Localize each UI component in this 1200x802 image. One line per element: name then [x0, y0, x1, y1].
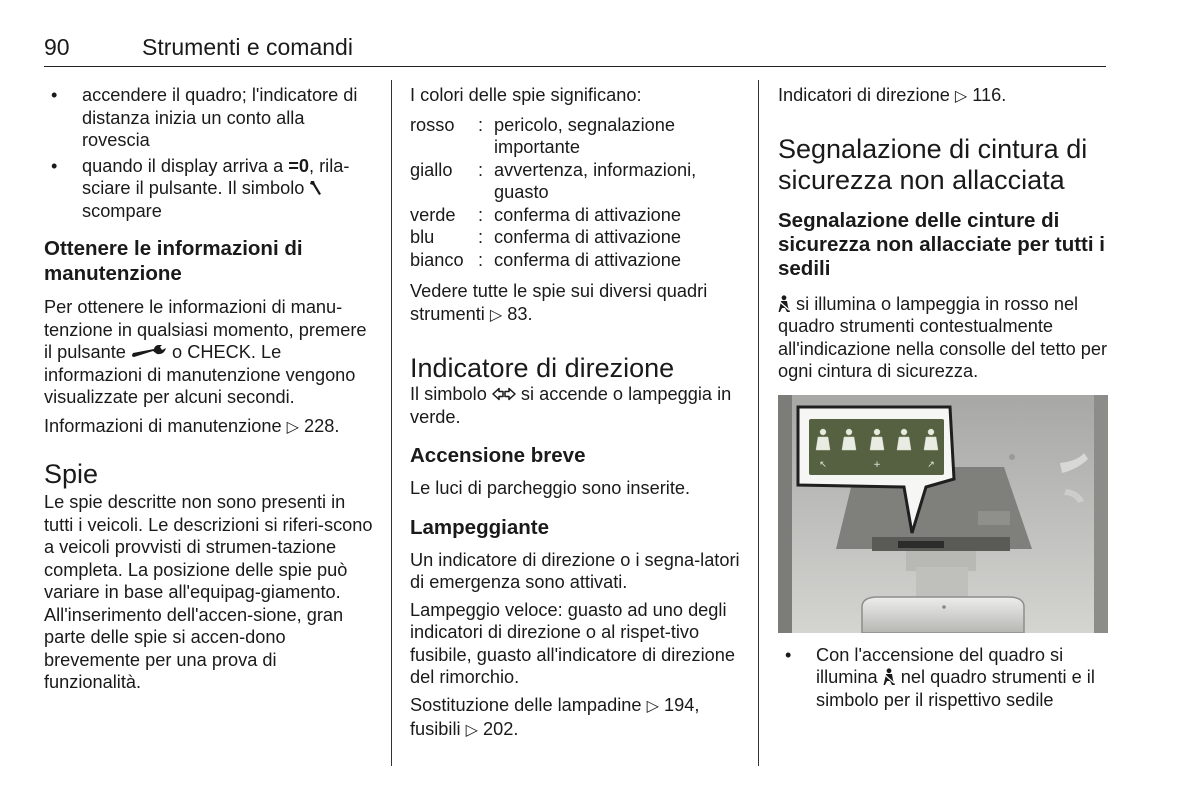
svg-text:↗: ↗ — [927, 459, 935, 470]
paragraph: Un indicatore di direzione o i segna-latori di emergenza sono attivati. — [410, 549, 740, 592]
cross-reference: Indicatori di direzione ▷ 116. — [778, 85, 1007, 105]
column-2 — [410, 84, 742, 743]
paragraph: Le luci di parcheggio sono inserite. — [410, 478, 691, 498]
section-heading: Lampeggiante — [410, 515, 549, 539]
color-meaning-table — [410, 114, 742, 272]
column-1 — [44, 84, 374, 694]
paragraph: I colori delle spie significano: — [410, 85, 642, 105]
arrow-reference-icon: ▷ — [646, 697, 659, 715]
page-number: 90 — [44, 34, 70, 60]
paragraph: Le spie descritte non sono presenti in tutti i veicoli. Le descrizioni si riferi-scono a veicoli provvisti di strumen-tazione completa. La posizione delle spie può variare in base all'equipag-giamento. All'inserimento dell'accen-sione, gran parte delle spie si accen-dono brevemente per una prova di funzionalità. — [44, 492, 373, 692]
column-3 — [778, 84, 1110, 714]
section-heading: Segnalazione di cintura di sicurezza non allacciata — [778, 133, 1088, 195]
table-row: giallo : avvertenza, informazioni, guasto — [410, 159, 697, 202]
wrench-icon — [131, 345, 167, 359]
section-heading: Ottenere le informazioni di manutenzione — [44, 237, 303, 285]
section-heading: Accensione breve — [410, 444, 586, 467]
roof-console-photo — [778, 395, 1108, 633]
arrow-reference-icon: ▷ — [489, 306, 503, 324]
column-divider — [391, 80, 392, 766]
arrow-reference-icon: ▷ — [465, 722, 478, 739]
cross-reference: Informazioni di manutenzione ▷ 228. — [44, 415, 340, 436]
arrow-reference-icon: ▷ — [954, 88, 968, 105]
seatbelt-icon — [883, 668, 896, 686]
svg-text:+: + — [873, 459, 881, 470]
svg-text:↖: ↖ — [819, 459, 827, 470]
service-wrench-small-icon — [309, 180, 322, 196]
cross-reference: Vedere tutte le spie sui diversi quadri strumenti ▷ 83. — [410, 281, 708, 324]
page-header — [44, 34, 1106, 67]
section-heading: Spie — [44, 459, 99, 489]
paragraph: si illumina o lampeggia in rosso nel quadro strumenti contestualmente all'indicazione nella consolle del tetto per ogni cintura di sicurezza. — [778, 293, 1108, 381]
list-item: • accendere il quadro; l'indicatore di distanza inizia un conto alla rovescia — [44, 84, 374, 152]
list-item: • Con l'accensione del quadro si illumina nel quadro strumenti e il simbolo per il rispettivo sedile — [778, 644, 1110, 712]
paragraph: Lampeggio veloce: guasto ad uno degli indicatori di direzione o al rispet-tivo fusibile, guasto all'indicatore di direzione del rimorchio. — [410, 599, 735, 687]
paragraph: Per ottenere le informazioni di manu-tenzione in qualsiasi momento, premere il pulsante o CHECK. Le informazioni di manutenzione vengono visualizzate per alcuni secondi. — [44, 297, 367, 407]
section-heading: Indicatore di direzione — [410, 353, 675, 383]
subsection-heading: Segnalazione delle cinture di sicurezza non allacciate per tutti i sedili — [778, 208, 1105, 280]
table-row: blu : conferma di attivazione — [410, 227, 682, 247]
cross-reference: Sostituzione delle lampadine ▷ 194, fusibili ▷ 202. — [410, 694, 700, 739]
paragraph: Il simbolo si accende o lampeggia in verde. — [410, 384, 732, 427]
table-row: rosso : pericolo, segnalazione importante — [410, 114, 675, 157]
arrow-reference-icon: ▷ — [286, 418, 299, 436]
table-row: verde : conferma di attivazione — [410, 204, 682, 225]
list-item: • quando il display arriva a =0, rila-sciare il pulsante. Il simbolo scompare — [44, 155, 374, 223]
column-divider — [758, 80, 759, 766]
seatbelt-icon — [778, 295, 791, 313]
turn-signal-icon — [492, 387, 516, 401]
table-row: bianco : conferma di attivazione — [410, 249, 682, 270]
chapter-title: Strumenti e comandi — [142, 34, 353, 60]
